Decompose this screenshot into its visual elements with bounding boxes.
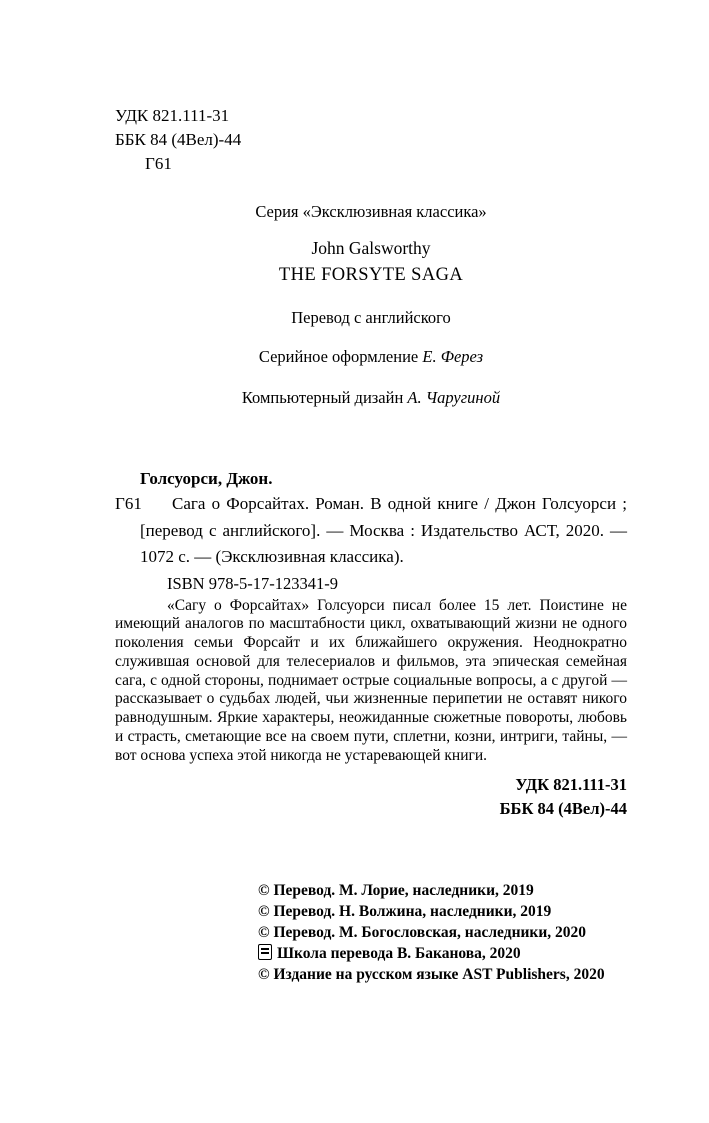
catalog-author: Голсуорси, Джон. [140,469,273,488]
copyright-list [258,880,627,985]
isbn-line: ISBN 978-5-17-123341-9 [167,573,338,593]
copyright-line-school-text: Школа перевода В. Баканова, 2020 [277,944,521,962]
catalog-code: Г61 [115,494,142,513]
top-catalog-code: Г61 [145,154,172,173]
serial-design-label: Серийное оформление [258,347,423,366]
computer-design-name: А. Чаругиной [407,388,501,407]
page-content [115,104,627,985]
bottom-udk: УДК 821.111-31 [515,774,627,794]
copyright-line: © Перевод. М. Богословская, наследники, 2020 [258,923,587,941]
copyright-line-school [258,943,627,964]
bottom-bbk: ББК 84 (4Вел)-44 [499,798,627,818]
series-line: Серия «Эксклюзивная классика» [255,202,487,221]
catalog-description: Сага о Форсайтах. Роман. В одной книге / Джон Голсуорси ; [перевод с английского]. — Москва : Издательство АСТ, 2020. — 1072 с. — (Эксклюзивная классика). [140,494,627,566]
author-en: John Galsworthy [311,238,431,258]
translated-from-line: Перевод с английского [291,308,451,327]
translation-school-logo-icon [258,944,272,960]
copyright-line: © Перевод. М. Лорие, наследники, 2019 [258,881,534,899]
computer-design-label: Компьютерный дизайн [241,388,408,407]
bottom-codes-block [115,773,627,821]
copyright-line: © Издание на русском языке AST Publishers, 2020 [258,965,605,983]
serial-design-line [115,346,627,368]
annotation: «Сагу о Форсайтах» Голсуорси писал более 15 лет. Поистине не имеющий аналогов по масштабности цикл, охватывающий жизни не одного поколения семьи Форсайт и их ближайшего окружения. Неоднократно служившая основой для телесериалов и фильмов, эта эпическая семейная сага, с одной стороны, поднимает острые социальные вопросы, а с другой — рассказывает о судьбах людей, чьи жизненные перипетии не оставят никого равнодушным. Яркие характеры, неожиданные сюжетные повороты, любовь и страсть, сметающие все на своем пути, сплетни, козни, интриги, тайны, — вот основа успеха этой никогда не устаревающей книги. [115,596,627,764]
title-en: THE FORSYTE SAGA [278,265,464,285]
serial-design-name: Е. Ферез [422,347,484,366]
copyright-line: © Перевод. Н. Волжина, наследники, 2019 [258,902,552,920]
top-codes-block [115,104,627,176]
computer-design-line [115,387,627,409]
top-bbk: ББК 84 (4Вел)-44 [115,130,242,149]
catalog-entry [115,491,627,571]
top-udk: УДК 821.111-31 [115,106,230,125]
